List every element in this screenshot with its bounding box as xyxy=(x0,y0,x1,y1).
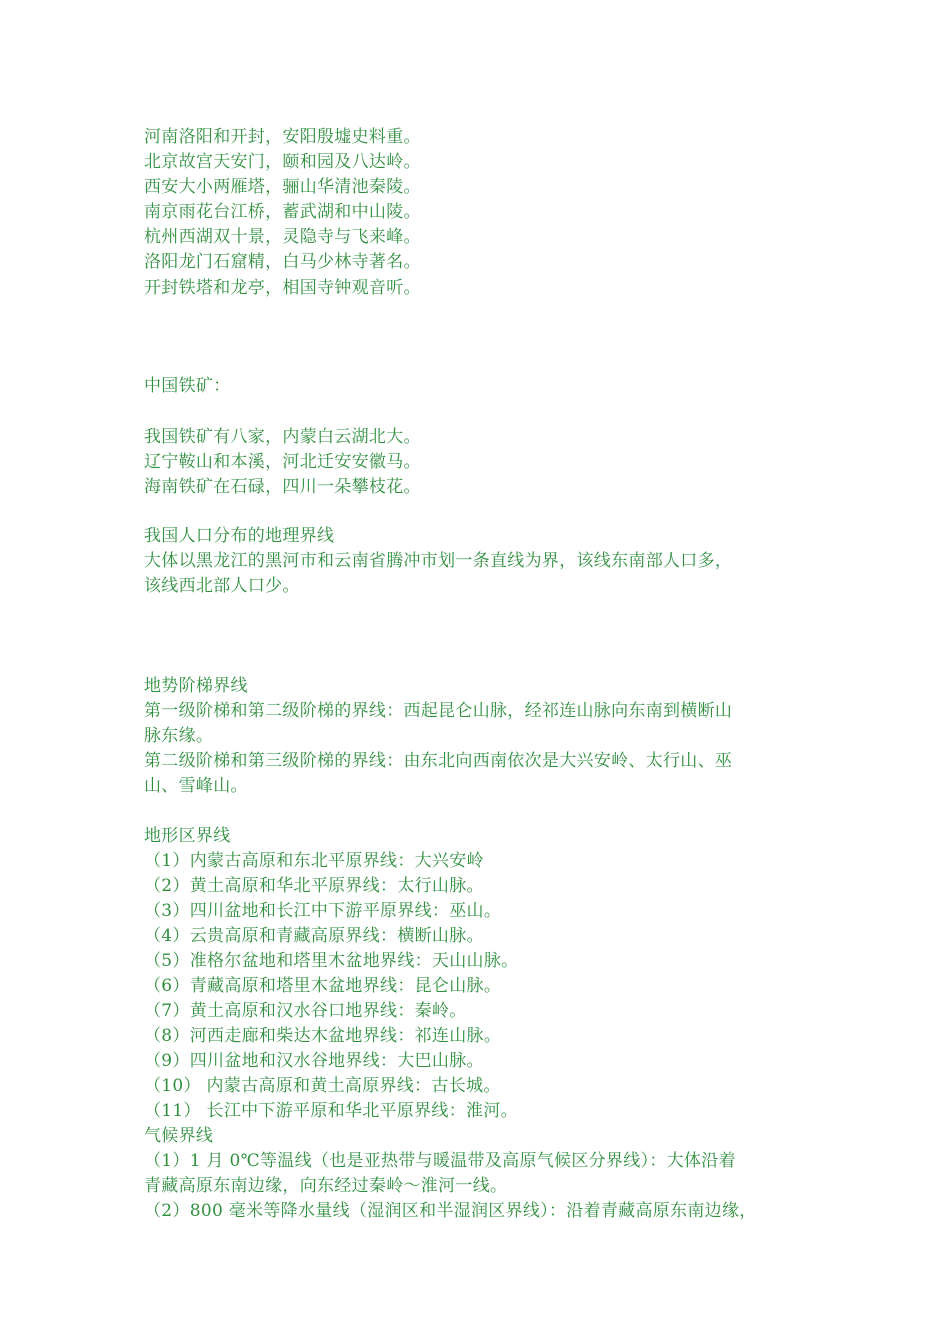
terrain-line-4: 山、雪峰山。 xyxy=(144,776,248,796)
population-title: 我国人口分布的地理界线 xyxy=(144,526,335,546)
sites-line-1: 河南洛阳和开封，安阳殷墟史料重。 xyxy=(144,127,421,147)
terrain-title: 地势阶梯界线 xyxy=(144,676,248,696)
population-line-1: 大体以黑龙江的黑河市和云南省腾冲市划一条直线为界，该线东南部人口多， xyxy=(144,551,733,571)
landform-line-1: （1）内蒙古高原和东北平原界线：大兴安岭 xyxy=(144,851,484,871)
landform-title: 地形区界线 xyxy=(144,826,231,846)
terrain-line-2: 脉东缘。 xyxy=(144,726,214,746)
sites-line-5: 杭州西湖双十景，灵隐寺与飞来峰。 xyxy=(144,227,421,247)
landform-line-11: （11） 长江中下游平原和华北平原界线：淮河。 xyxy=(144,1101,518,1121)
climate-line-3: （2）800 毫米等降水量线（湿润区和半湿润区界线）：沿着青藏高原东南边缘， xyxy=(144,1201,757,1221)
iron-line-2: 辽宁鞍山和本溪，河北迁安安徽马。 xyxy=(144,452,421,472)
iron-line-1: 我国铁矿有八家，内蒙白云湖北大。 xyxy=(144,427,421,447)
landform-line-8: （8）河西走廊和柴达木盆地界线：祁连山脉。 xyxy=(144,1026,502,1046)
landform-line-4: （4）云贵高原和青藏高原界线：横断山脉。 xyxy=(144,926,484,946)
population-line-2: 该线西北部人口少。 xyxy=(144,576,300,596)
climate-title: 气候界线 xyxy=(144,1126,214,1146)
landform-line-10: （10） 内蒙古高原和黄土高原界线：古长城。 xyxy=(144,1076,501,1096)
terrain-line-1: 第一级阶梯和第二级阶梯的界线：西起昆仑山脉，经祁连山脉向东南到横断山 xyxy=(144,701,733,721)
landform-line-3: （3）四川盆地和长江中下游平原界线：巫山。 xyxy=(144,901,502,921)
landform-line-9: （9）四川盆地和汉水谷地界线：大巴山脉。 xyxy=(144,1051,484,1071)
climate-line-2: 青藏高原东南边缘，向东经过秦岭～淮河一线。 xyxy=(144,1176,508,1196)
terrain-line-3: 第二级阶梯和第三级阶梯的界线：由东北向西南依次是大兴安岭、太行山、巫 xyxy=(144,751,733,771)
iron-line-3: 海南铁矿在石碌，四川一朵攀枝花。 xyxy=(144,477,421,497)
landform-line-6: （6）青藏高原和塔里木盆地界线：昆仑山脉。 xyxy=(144,976,502,996)
sites-line-2: 北京故宫天安门，颐和园及八达岭。 xyxy=(144,152,421,172)
sites-line-7: 开封铁塔和龙亭，相国寺钟观音听。 xyxy=(144,278,421,298)
landform-line-7: （7）黄土高原和汉水谷口地界线：秦岭。 xyxy=(144,1001,467,1021)
sites-line-4: 南京雨花台江桥，蓄武湖和中山陵。 xyxy=(144,202,421,222)
landform-line-5: （5）准格尔盆地和塔里木盆地界线：天山山脉。 xyxy=(144,951,519,971)
climate-line-1: （1）1 月 0℃等温线（也是亚热带与暖温带及高原气候区分界线）：大体沿着 xyxy=(144,1151,736,1171)
sites-line-3: 西安大小两雁塔，骊山华清池秦陵。 xyxy=(144,177,421,197)
landform-line-2: （2）黄土高原和华北平原界线：太行山脉。 xyxy=(144,876,484,896)
sites-line-6: 洛阳龙门石窟精，白马少林寺著名。 xyxy=(144,252,421,272)
iron-title: 中国铁矿： xyxy=(144,376,231,396)
